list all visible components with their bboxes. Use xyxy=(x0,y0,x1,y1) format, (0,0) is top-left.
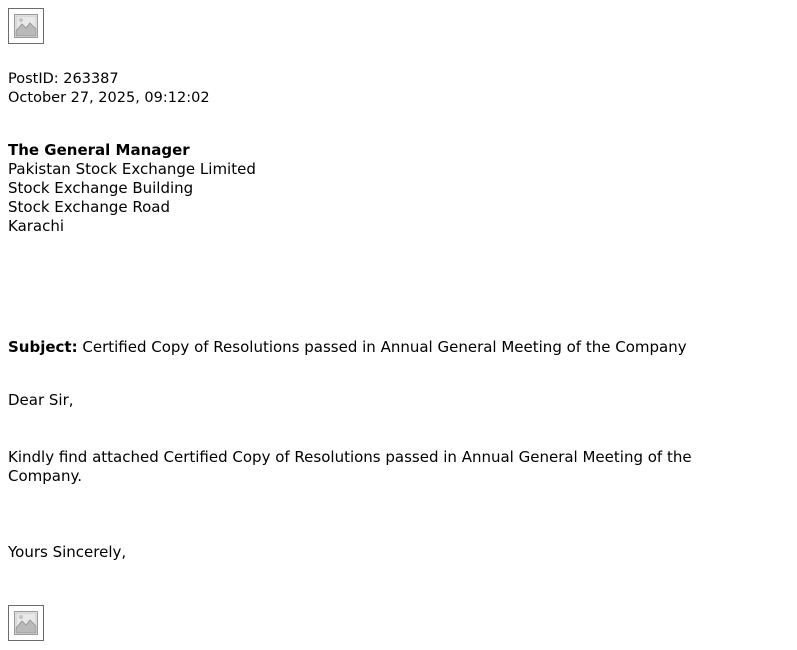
closing: Yours Sincerely, xyxy=(8,543,127,561)
subject-text: Certified Copy of Resolutions passed in Annual General Meeting of the Company xyxy=(77,338,687,356)
recipient-city: Karachi xyxy=(8,217,65,235)
recipient-line3: Stock Exchange Road xyxy=(8,198,170,216)
subject-label: Subject: xyxy=(8,338,78,356)
post-datetime: October 27, 2025, 09:12:02 xyxy=(8,90,210,106)
greeting: Dear Sir, xyxy=(8,391,74,409)
recipient-line2: Stock Exchange Building xyxy=(8,179,194,197)
broken-image-icon xyxy=(14,611,38,635)
header-image xyxy=(8,8,44,44)
recipient-line1: Pakistan Stock Exchange Limited xyxy=(8,160,256,178)
broken-image-icon xyxy=(14,14,38,38)
recipient-title: The General Manager xyxy=(8,141,190,159)
footer-image xyxy=(8,605,44,641)
post-id: PostID: 263387 xyxy=(8,71,119,87)
subject-line xyxy=(8,338,687,357)
body-paragraph: Kindly find attached Certified Copy of Resolutions passed in Annual General Meeting of the Company. xyxy=(8,448,692,485)
